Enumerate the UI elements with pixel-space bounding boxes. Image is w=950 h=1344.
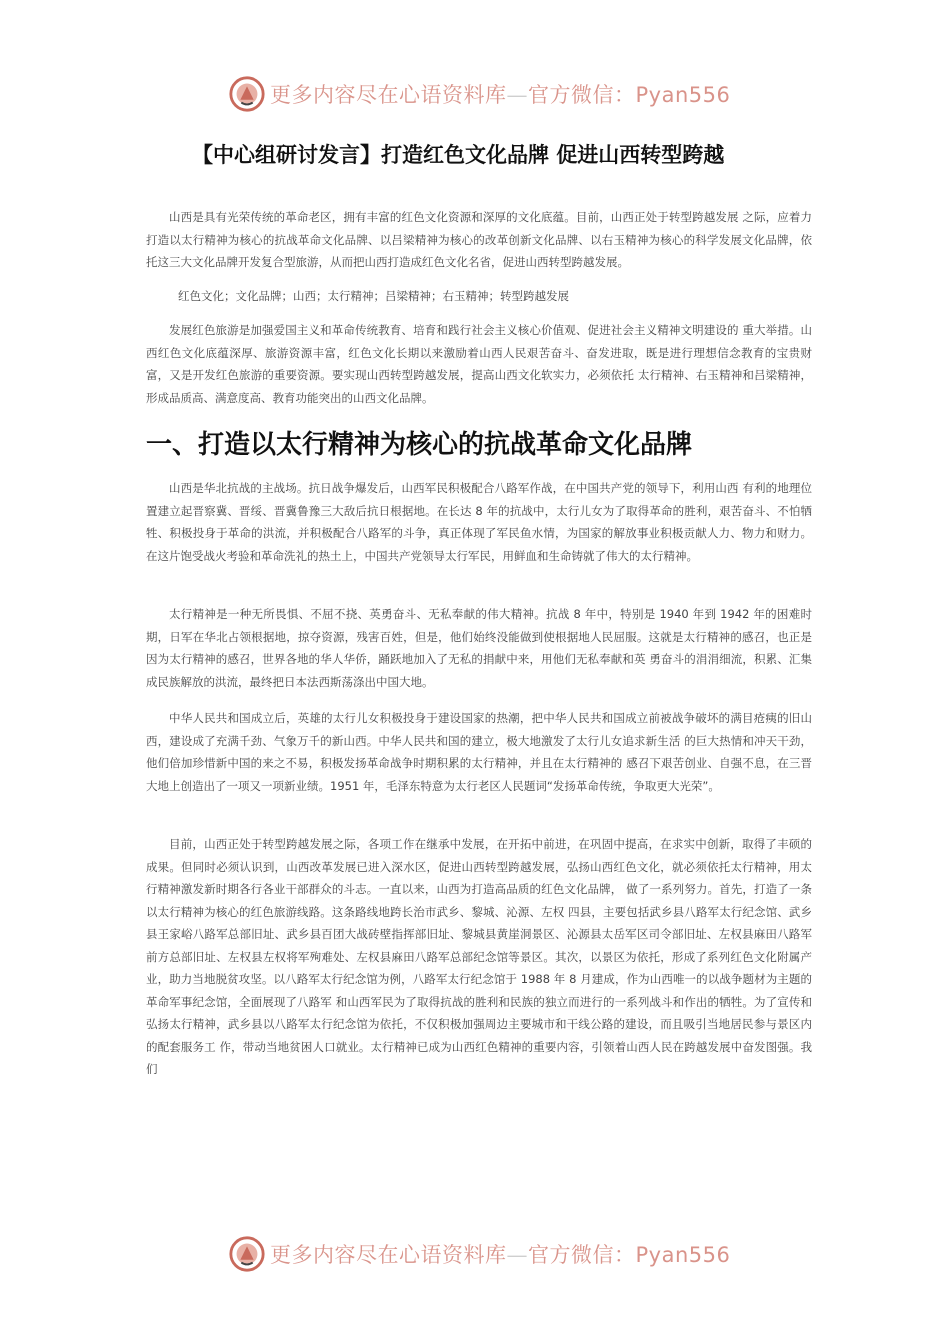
section-heading: 一、打造以太行精神为核心的抗战革命文化品牌 (146, 430, 693, 460)
footer-wechat-id: Pyan556 (635, 1243, 731, 1267)
footer-slogan: 更多内容尽在心语资料库 (270, 1243, 507, 1267)
seal-logo-icon (228, 75, 266, 113)
header-wechat-label: 官方微信： (528, 83, 636, 107)
abstract-paragraph: 山西是具有光荣传统的革命老区，拥有丰富的红色文化资源和深厚的文化底蕴。目前，山西正处于转型跨越发展 之际，应着力打造以太行精神为核心的抗战革命文化品牌、以吕梁精神为核心的改革创新文化品牌、以右玉精神为核心的科学发展文化品牌，依托这三大文化品牌开发复合型旅游，从而把山西打造成红色文化名省，促进山西转型跨越发展。 (146, 210, 812, 269)
header-separator: — (506, 83, 528, 107)
footer-banner (228, 1232, 731, 1276)
body-paragraph-3: 中华人民共和国成立后，英雄的太行儿女积极投身于建设国家的热潮，把中华人民共和国成立前被战争破坏的满目疮痍的旧山西，建设成了充满千劲、气象万千的新山西。中华人民共和国的建立，极大地激发了太行儿女追求新生活 的巨大热情和冲天干劲，他们倍加珍惜新中国的来之不易，积极发扬革命战争时期积累的太行精神，并且在太行精神的 感召下艰苦创业、自强不息，在三晋大地上创造出了一项又一项新业绩。1951 年，毛泽东特意为太行老区人民题词“发扬革命传统，争取更大光荣”。 (146, 711, 812, 793)
footer-banner-text (270, 1239, 730, 1269)
body-paragraph-1: 山西是华北抗战的主战场。抗日战争爆发后，山西军民积极配合八路军作战，在中国共产党的领导下，利用山西 有利的地理位置建立起晋察冀、晋绥、晋冀鲁豫三大敌后抗日根据地。在长达 8 年的抗战中，太行儿女为了取得革命的胜利，艰苦奋斗、不怕牺牲、积极投身于革命的洪流，并积极配合八路军的斗争，真正体现了军民鱼水情，为国家的解放事业积极贡献人力、物力和财力。在这片饱受战火考验和革命洗礼的热土上，中国共产党领导太行军民，用鲜血和生命铸就了伟大的太行精神。 (146, 481, 812, 563)
intro-paragraph: 发展红色旅游是加强爱国主义和革命传统教育、培育和践行社会主义核心价值观、促进社会主义精神文明建设的 重大举措。山西红色文化底蕴深厚、旅游资源丰富，红色文化长期以来激励着山西人民艰苦奋斗、奋发进取，既是进行理想信念教育的宝贵财富，又是开发红色旅游的重要资源。要实现山西转型跨越发展，提高山西文化软实力，必须依托 太行精神、右玉精神和吕梁精神，形成品质高、满意度高、教育功能突出的山西文化品牌。 (146, 323, 812, 405)
seal-logo-icon (228, 1235, 266, 1273)
header-banner-text (270, 79, 730, 109)
header-wechat-id: Pyan556 (635, 83, 731, 107)
body-paragraph-2: 太行精神是一种无所畏惧、不屈不挠、英勇奋斗、无私奉献的伟大精神。抗战 8 年中，特别是 1940 年到 1942 年的困难时期，日军在华北占领根据地，掠夺资源，残害百姓，但是，他们始终没能做到使根据地人民屈服。这就是太行精神的感召，也正是因为太行精神的感召，世界各地的华人华侨，踊跃地加入了无私的捐献中来，用他们无私奉献和英 勇奋斗的涓涓细流，积累、汇集成民族解放的洪流，最终把日本法西斯荡涤出中国大地。 (146, 607, 812, 689)
header-slogan: 更多内容尽在心语资料库 (270, 83, 507, 107)
keywords-line: 红色文化；文化品牌；山西；太行精神；吕梁精神；右玉精神；转型跨越发展 (178, 289, 569, 303)
document-title: 【中心组研讨发言】打造红色文化品牌 促进山西转型跨越 (192, 143, 725, 167)
body-paragraph-4: 目前，山西正处于转型跨越发展之际，各项工作在继承中发展，在开拓中前进，在巩固中提高，在求实中创新，取得了丰硕的成果。但同时必须认识到，山西改革发展已进入深水区，促进山西转型跨越发展，弘扬山西红色文化，就必须依托太行精神，用太行精神激发新时期各行各业干部群众的斗志。一直以来，山西为打造高品质的红色文化品牌， 做了一系列努力。首先，打造了一条以太行精神为核心的红色旅游线路。这条路线地跨长治市武乡、黎城、沁源、左权 四县，主要包括武乡县八路军太行纪念馆、武乡县王家峪八路军总部旧址、武乡县百团大战砖壁指挥部旧址、黎城县黄崖洞景区、沁源县太岳军区司令部旧址、左权县麻田八路军前方总部旧址、左权县左权将军殉难处、左权县麻田八路军总部纪念馆等景区。其次，以景区为依托，形成了系列红色文化附属产业，助力当地脱贫攻坚。以八路军太行纪念馆为例，八路军太行纪念馆于 1988 年 8 月建成，作为山西唯一的以战争题材为主题的革命军事纪念馆，全面展现了八路军 和山西军民为了取得抗战的胜利和民族的独立而进行的一系列战斗和作出的牺牲。为了宣传和弘扬太行精神，武乡县以八路军太行纪念馆为依托，不仅积极加强周边主要城市和干线公路的建设，而且吸引当地居民参与景区内的配套服务工 作，带动当地贫困人口就业。太行精神已成为山西红色精神的重要内容，引领着山西人民在跨越发展中奋发图强。我们 (146, 837, 812, 1076)
footer-separator: — (506, 1243, 528, 1267)
footer-wechat-label: 官方微信： (528, 1243, 636, 1267)
header-banner (228, 72, 731, 116)
